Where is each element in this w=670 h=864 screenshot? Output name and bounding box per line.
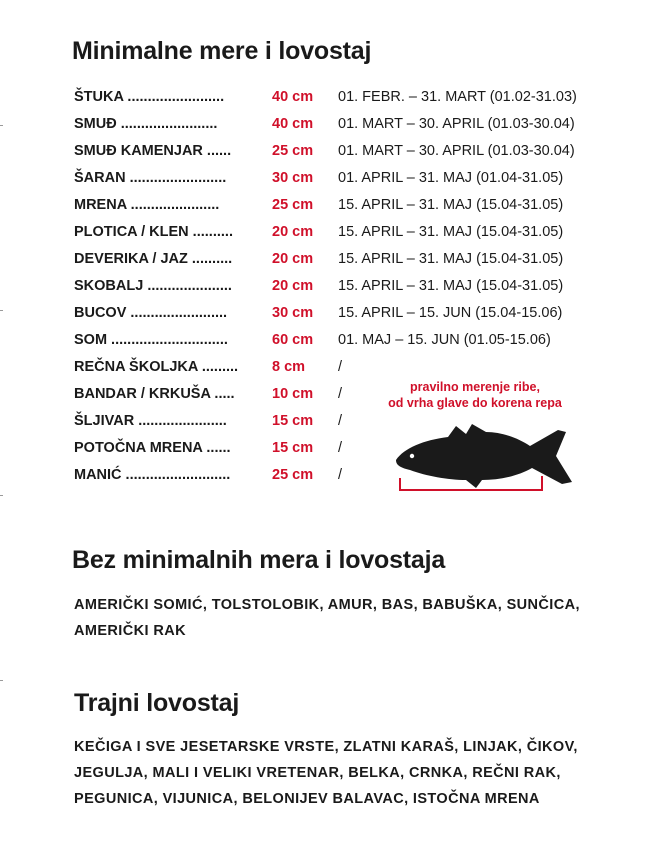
closed-season: 15. APRIL – 15. JUN (15.04-15.06) (338, 305, 563, 321)
minimum-size: 15 cm (272, 440, 314, 456)
species-name: ŠLJIVAR ...................... (74, 413, 227, 429)
closed-season: 01. MART – 30. APRIL (01.03-30.04) (338, 143, 575, 159)
minimum-size: 15 cm (272, 413, 314, 429)
no-limits-species-list: AMERIČKI SOMIĆ, TOLSTOLOBIK, AMUR, BAS, BABUŠKA, SUNČICA, AMERIČKI RAK (74, 597, 580, 639)
closed-season: / (338, 413, 343, 429)
species-name: ŠTUKA ........................ (74, 89, 225, 105)
closed-season: 01. APRIL – 31. MAJ (01.04-31.05) (338, 170, 564, 186)
species-name: REČNA ŠKOLJKA ......... (74, 359, 239, 375)
species-name: SMUĐ KAMENJAR ...... (74, 143, 232, 159)
minimum-size: 60 cm (272, 332, 314, 348)
fish-silhouette-icon (390, 418, 580, 498)
minimum-size: 30 cm (272, 170, 314, 186)
table-row (0, 219, 670, 246)
crop-mark (0, 125, 3, 126)
minimum-size: 25 cm (272, 143, 314, 159)
minimum-size: 25 cm (272, 467, 314, 483)
minimum-size: 25 cm (272, 197, 314, 213)
table-row (0, 138, 670, 165)
species-name: SKOBALJ ..................... (74, 278, 232, 294)
minimum-size: 40 cm (272, 89, 314, 105)
table-row (0, 165, 670, 192)
closed-season: 01. FEBR. – 31. MART (01.02-31.03) (338, 89, 577, 105)
minimum-size: 20 cm (272, 251, 314, 267)
minimum-size: 8 cm (272, 359, 306, 375)
species-name: PLOTICA / KLEN .......... (74, 224, 233, 240)
closed-season: / (338, 386, 343, 402)
table-row (0, 273, 670, 300)
species-name: BUCOV ........................ (74, 305, 228, 321)
fish-note-line-1: pravilno merenje ribe, (410, 380, 540, 394)
closed-season: / (338, 359, 343, 375)
closed-season: 01. MAJ – 15. JUN (01.05-15.06) (338, 332, 551, 348)
closed-season: / (338, 467, 343, 483)
closed-season: 15. APRIL – 31. MAJ (15.04-31.05) (338, 251, 564, 267)
closed-season: 15. APRIL – 31. MAJ (15.04-31.05) (338, 278, 564, 294)
species-name: MRENA ...................... (74, 197, 220, 213)
closed-season: 01. MART – 30. APRIL (01.03-30.04) (338, 116, 575, 132)
permanent-ban-species-list: KEČIGA I SVE JESETARSKE VRSTE, ZLATNI KARAŠ, LINJAK, ČIKOV, JEGULJA, MALI I VELIKI VRETENAR, BELKA, CRNKA, REČNI RAK, PEGUNICA, VIJUNICA, BELONIJEV BALAVAC, ISTOČNA MRENA (74, 739, 578, 807)
table-row (0, 327, 670, 354)
table-row (0, 300, 670, 327)
table-row (0, 354, 670, 381)
closed-season: 15. APRIL – 31. MAJ (15.04-31.05) (338, 224, 564, 240)
species-name: MANIĆ .......................... (74, 467, 231, 483)
minimum-size: 10 cm (272, 386, 314, 402)
minimum-size: 40 cm (272, 116, 314, 132)
species-name: ŠARAN ........................ (74, 170, 227, 186)
closed-season: 15. APRIL – 31. MAJ (15.04-31.05) (338, 197, 564, 213)
section-title-minimal: Minimalne mere i lovostaj (72, 37, 372, 65)
species-name: POTOČNA MRENA ...... (74, 440, 231, 456)
fish-note-line-2: od vrha glave do korena repa (388, 396, 562, 410)
fish-measurement-note (360, 379, 590, 411)
closed-season: / (338, 440, 343, 456)
crop-mark (0, 310, 3, 311)
section-title-no-limits: Bez minimalnih mera i lovostaja (72, 546, 446, 574)
minimum-size: 20 cm (272, 278, 314, 294)
species-name: DEVERIKA / JAZ .......... (74, 251, 233, 267)
table-row (0, 111, 670, 138)
section-title-permanent: Trajni lovostaj (74, 689, 240, 717)
crop-mark (0, 680, 3, 681)
minimum-size: 20 cm (272, 224, 314, 240)
table-row (0, 192, 670, 219)
crop-mark (0, 495, 3, 496)
table-row (0, 84, 670, 111)
species-name: SOM ............................. (74, 332, 228, 348)
table-row (0, 246, 670, 273)
species-name: BANDAR / KRKUŠA ..... (74, 386, 235, 402)
species-name: SMUĐ ........................ (74, 116, 218, 132)
minimum-size: 30 cm (272, 305, 314, 321)
